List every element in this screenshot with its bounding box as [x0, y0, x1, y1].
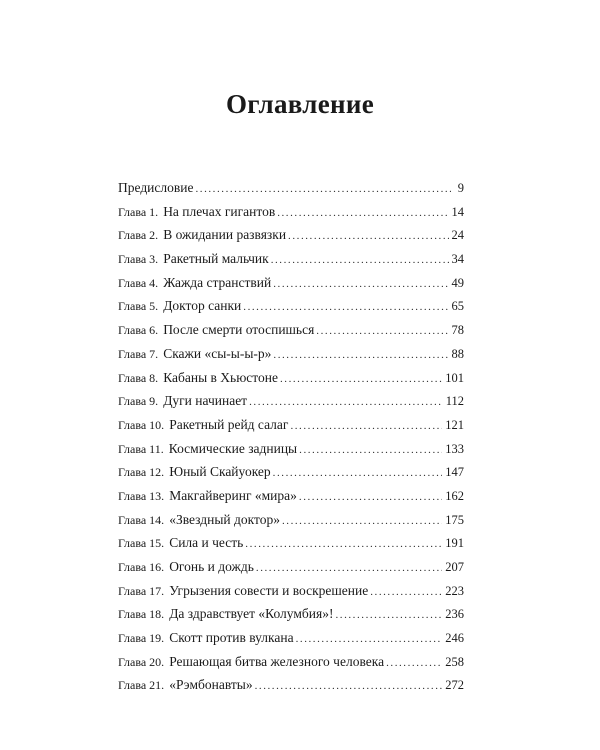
toc-chapter-title: Сила и честь [169, 535, 244, 551]
toc-dot-leader [271, 249, 449, 273]
toc-chapter-title: «Звездный доктор» [169, 511, 280, 527]
toc-chapter-number: Глава 12. [118, 465, 165, 480]
toc-chapter-number: Глава 8. [118, 370, 159, 385]
toc-page-number: 207 [445, 560, 464, 574]
toc-chapter-number: Глава 18. [118, 607, 165, 622]
toc-page-number: 49 [451, 275, 464, 290]
toc-page-number: 101 [445, 370, 464, 385]
toc-entry [118, 200, 464, 224]
toc-dot-leader [255, 675, 443, 699]
toc-dot-leader [386, 652, 442, 676]
toc-dot-leader [249, 391, 443, 415]
toc-entry [118, 460, 464, 484]
toc-chapter-number: Глава 20. [118, 654, 165, 669]
toc-entry [118, 247, 464, 271]
toc-dot-leader [273, 462, 443, 486]
toc-dot-leader [299, 486, 442, 510]
toc-page-number: 162 [445, 488, 464, 503]
toc-dot-leader [316, 320, 448, 344]
toc-dot-leader [299, 439, 442, 463]
toc-entry [118, 602, 464, 626]
toc-entry [118, 508, 464, 532]
toc-chapter-number: Глава 14. [118, 512, 165, 527]
toc-chapter-title: Угрызения совести и воскрешение [169, 582, 369, 598]
toc-chapter-number: Глава 21. [118, 678, 165, 693]
toc-chapter-title: Предисловие [118, 180, 194, 195]
toc-chapter-title: Доктор санки [163, 298, 242, 314]
toc-page-number: 258 [445, 654, 464, 669]
toc-chapter-number: Глава 6. [118, 323, 159, 338]
toc-entry [118, 294, 464, 318]
toc-chapter-number: Глава 19. [118, 631, 165, 646]
toc-chapter-title: Огонь и дождь [169, 559, 254, 574]
toc-chapter-number: Глава 7. [118, 346, 159, 361]
toc-chapter-number: Глава 3. [118, 252, 159, 267]
toc-page-number: 65 [451, 299, 464, 314]
toc-entry [118, 342, 464, 366]
toc-chapter-title: На плечах гигантов [163, 203, 276, 219]
toc-entry [118, 223, 464, 247]
toc-entry [118, 673, 464, 697]
toc-dot-leader [335, 604, 442, 628]
toc-page-number: 175 [445, 512, 464, 527]
toc-chapter-title: Макгайверинг «мира» [169, 487, 297, 503]
toc-chapter-title: Решающая битва железного человека [169, 653, 385, 669]
toc-dot-leader [245, 533, 442, 557]
toc-page-number: 78 [451, 323, 464, 338]
toc-page-number: 246 [445, 631, 464, 646]
toc-dot-leader [273, 344, 448, 368]
toc-page-number: 112 [445, 394, 464, 409]
toc-chapter-title: Дуги начинает [163, 393, 248, 409]
toc-dot-leader [282, 510, 442, 534]
toc-entry [118, 484, 464, 508]
page-title: Оглавление [226, 89, 374, 119]
toc-chapter-number: Глава 9. [118, 394, 159, 409]
toc-entry [118, 413, 464, 437]
toc-dot-leader [195, 178, 451, 202]
toc-chapter-title: Ракетный рейд салаг [169, 416, 289, 432]
toc-chapter-number: Глава 11. [118, 441, 164, 456]
toc-entry [118, 389, 464, 413]
toc-page-number: 14 [451, 204, 464, 219]
toc-page-number: 88 [451, 346, 464, 361]
toc-chapter-title: В ожидании развязки [163, 227, 287, 243]
toc-entry [118, 366, 464, 390]
toc-entry [118, 437, 464, 461]
toc-chapter-title: Юный Скайуокер [169, 464, 271, 480]
toc-chapter-number: Глава 2. [118, 228, 159, 243]
toc-dot-leader [280, 368, 442, 392]
toc-chapter-title: Ракетный мальчик [163, 251, 269, 267]
toc-page-number: 9 [457, 181, 464, 195]
toc-chapter-title: Космические задницы [168, 440, 298, 456]
toc-page-number: 191 [445, 536, 464, 551]
toc-dot-leader [273, 273, 448, 297]
table-of-contents [118, 176, 464, 697]
toc-page-number: 223 [445, 583, 464, 598]
toc-entry [118, 579, 464, 603]
toc-page-number: 236 [445, 607, 464, 622]
toc-entry [118, 531, 464, 555]
toc-chapter-number: Глава 16. [118, 560, 165, 574]
toc-entry [118, 176, 464, 200]
toc-chapter-title: После смерти отоспишься [163, 322, 315, 338]
toc-page-number: 147 [445, 465, 464, 480]
toc-entry [118, 626, 464, 650]
toc-dot-leader [256, 557, 442, 581]
toc-dot-leader [243, 296, 448, 320]
toc-entry [118, 271, 464, 295]
toc-chapter-number: Глава 10. [118, 417, 165, 432]
toc-chapter-number: Глава 5. [118, 299, 159, 314]
toc-entry [118, 555, 464, 579]
toc-page-number: 133 [445, 441, 464, 456]
toc-entry [118, 318, 464, 342]
toc-chapter-number: Глава 13. [118, 488, 165, 503]
toc-chapter-title: Жажда странствий [163, 274, 272, 290]
toc-page-number: 272 [445, 678, 464, 693]
toc-chapter-number: Глава 15. [118, 536, 165, 551]
toc-dot-leader [296, 628, 443, 652]
toc-chapter-number: Глава 17. [118, 583, 165, 598]
toc-chapter-number: Глава 1. [118, 204, 159, 219]
toc-chapter-title: «Рэмбонавты» [169, 677, 253, 693]
toc-dot-leader [288, 225, 448, 249]
toc-chapter-title: Скотт против вулкана [169, 630, 294, 646]
toc-entry [118, 650, 464, 674]
toc-dot-leader [290, 415, 442, 439]
toc-chapter-title: Скажи «сы-ы-ы-р» [163, 345, 272, 361]
toc-chapter-title: Да здравствует «Колумбия»! [169, 606, 334, 622]
toc-page-number: 34 [451, 252, 464, 267]
toc-dot-leader [277, 202, 448, 226]
toc-page-number: 24 [451, 228, 464, 243]
toc-chapter-number: Глава 4. [118, 275, 159, 290]
toc-page-number: 121 [445, 417, 464, 432]
toc-dot-leader [370, 581, 442, 605]
toc-chapter-title: Кабаны в Хьюстоне [163, 369, 278, 385]
